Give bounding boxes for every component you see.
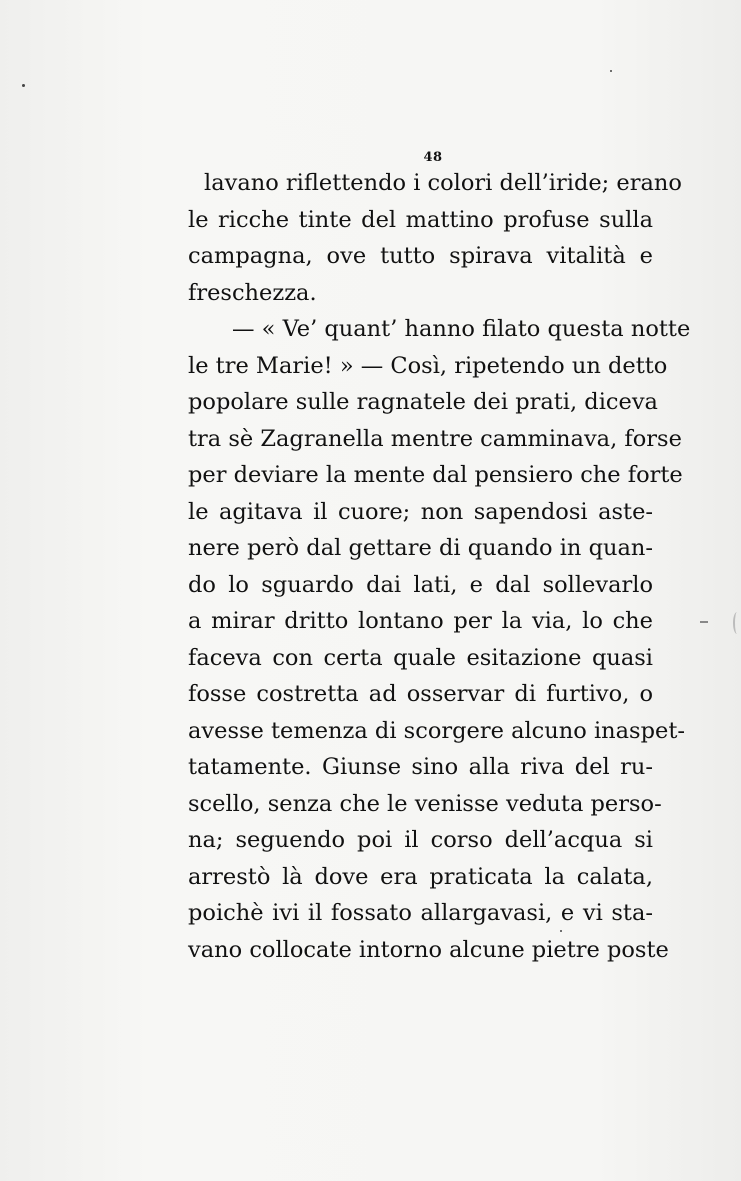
text-line: arrestò là dove era praticata la calata, xyxy=(188,863,653,890)
text-line: poichè ivi il fossato allargavasi, e vi sta- xyxy=(188,900,653,926)
body-text xyxy=(188,165,691,968)
paper-speck xyxy=(610,70,612,72)
text-line: le tre Marie! » — Così, ripetendo un detto xyxy=(188,352,668,379)
text-line: le agitava il cuore; non sapendosi aste- xyxy=(188,498,653,525)
text-line: campagna, ove tutto spirava vitalità e xyxy=(188,243,653,269)
text-line: do lo sguardo dai lati, e dal sollevarlo xyxy=(188,571,653,598)
text-line: faceva con certa quale esitazione quasi xyxy=(188,644,653,671)
text-line: vano collocate intorno alcune pietre poste xyxy=(188,936,669,963)
text-line: popolare sulle ragnatele dei prati, diceva xyxy=(188,389,658,415)
page-edge-shadow xyxy=(733,612,741,634)
page-number: 48 xyxy=(423,150,443,165)
text-line: tra sè Zagranella mentre camminava, forse xyxy=(188,425,682,452)
margin-mark xyxy=(700,621,708,623)
paper-speck xyxy=(560,930,562,932)
text-line: le ricche tinte del mattino profuse sulla xyxy=(188,206,653,233)
text-line: fosse costretta ad osservar di furtivo, o xyxy=(188,681,653,707)
text-line: nere però dal gettare di quando in quan- xyxy=(188,535,653,561)
text-line: per deviare la mente dal pensiero che forte xyxy=(188,462,683,488)
text-line: a mirar dritto lontano per la via, lo che xyxy=(188,608,653,634)
text-line: tatamente. Giunse sino alla riva del ru- xyxy=(188,754,653,780)
text-line: scello, senza che le venisse veduta perso- xyxy=(188,790,662,817)
text-line: — « Ve’ quant’ hanno filato questa notte xyxy=(232,316,691,342)
text-line: avesse temenza di scorgere alcuno inaspet- xyxy=(188,717,685,744)
text-line: freschezza. xyxy=(188,279,317,306)
text-line: lavano riflettendo i colori dell’iride; erano xyxy=(204,170,682,196)
text-line: na; seguendo poi il corso dell’acqua si xyxy=(188,827,653,853)
paper-speck xyxy=(22,84,25,87)
